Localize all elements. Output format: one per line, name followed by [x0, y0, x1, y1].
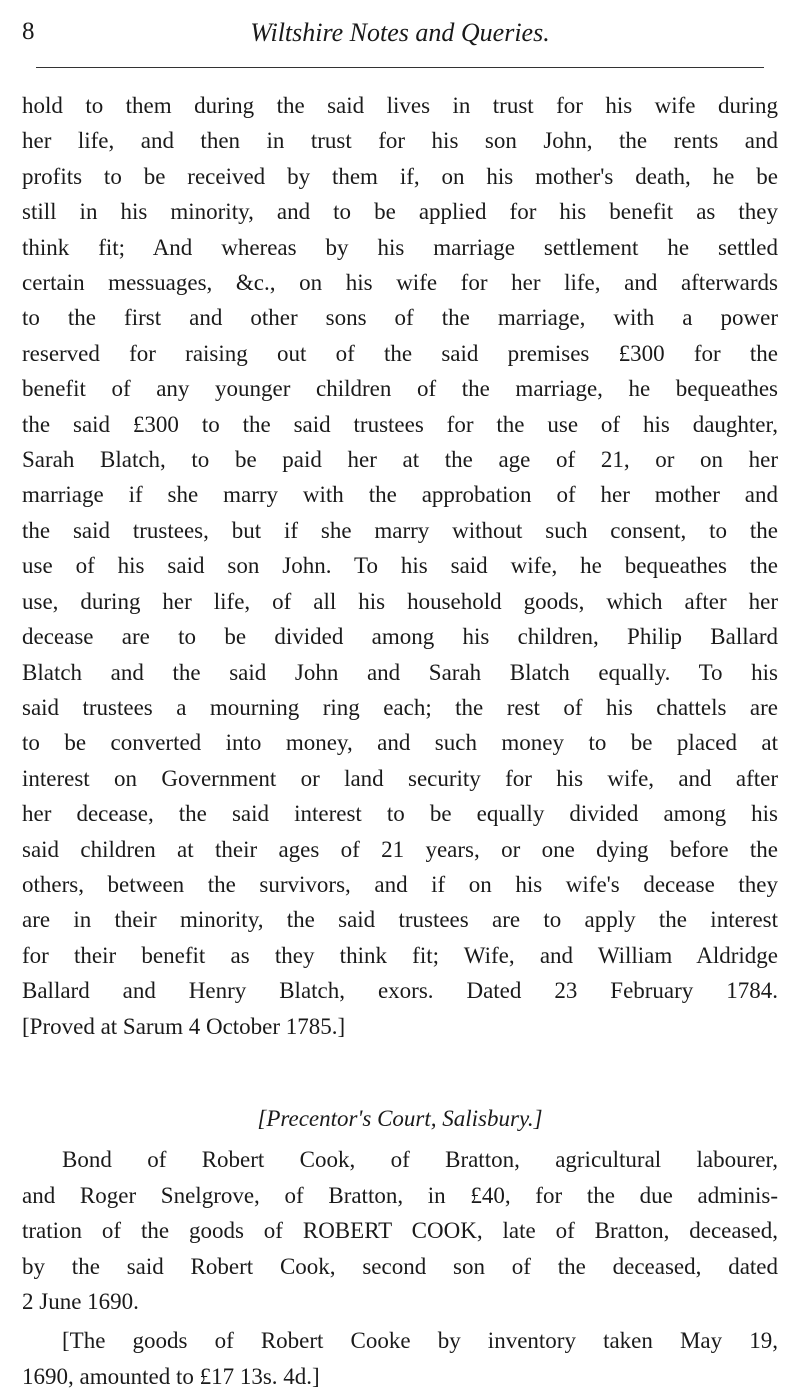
page-header	[22, 14, 778, 54]
inventory-paragraph	[22, 1323, 778, 1394]
text-line: [The goods of Robert Cooke by inventory taken May 19,	[62, 1328, 778, 1354]
text-line: her decease, the said interest to be equally divided among his	[22, 801, 778, 827]
text-line: the said trustees, but if she marry without such consent, to the	[22, 517, 778, 543]
text-line: Ballard and Henry Blatch, exors. Dated 23 February 1784.	[22, 978, 778, 1004]
text-line: hold to them during the said lives in trust for his wife during	[22, 93, 778, 118]
text-line: by the said Robert Cook, second son of the deceased, dated	[22, 1253, 778, 1279]
text-line: benefit of any younger children of the marriage, he bequeathes	[22, 376, 778, 402]
section-heading: [Precentor's Court, Salisbury.]	[257, 1105, 543, 1131]
text-line: 1690, amounted to £17 13s. 4d.]	[22, 1363, 320, 1389]
text-line: decease are to be divided among his children, Philip Ballard	[22, 624, 778, 650]
running-title: Wiltshire Notes and Queries.	[250, 18, 550, 47]
header-rule	[36, 67, 764, 68]
text-line: to the first and other sons of the marriage, with a power	[22, 305, 778, 331]
text-line: Sarah Blatch, to be paid her at the age of 21, or on her	[22, 447, 778, 473]
text-line: use, during her life, of all his household goods, which after her	[22, 588, 778, 614]
text-line: for their benefit as they think fit; Wife, and William Aldridge	[22, 942, 778, 968]
page-body	[22, 88, 778, 1394]
text-line: profits to be received by them if, on his mother's death, he be	[22, 163, 778, 189]
text-line: think fit; And whereas by his marriage settlement he settled	[22, 234, 778, 260]
text-line: the said £300 to the said trustees for the use of his daughter,	[22, 411, 778, 437]
text-line: certain messuages, &c., on his wife for her life, and afterwards	[22, 270, 778, 296]
text-line: others, between the survivors, and if on his wife's decease they	[22, 871, 778, 897]
page-number: 8	[22, 18, 35, 45]
text-line: are in their minority, the said trustees are to apply the interest	[22, 907, 778, 933]
text-line: Bond of Robert Cook, of Bratton, agricultural labourer,	[62, 1147, 778, 1173]
bond-paragraph	[22, 1142, 778, 1319]
will-paragraph	[22, 88, 778, 1044]
text-line: said children at their ages of 21 years, or one dying before the	[22, 836, 778, 862]
text-line: use of his said son John. To his said wife, he bequeathes the	[22, 553, 778, 579]
text-line: to be converted into money, and such money to be placed at	[22, 730, 778, 756]
text-line: 2 June 1690.	[22, 1289, 139, 1314]
text-line: [Proved at Sarum 4 October 1785.]	[22, 1013, 346, 1039]
text-line: still in his minority, and to be applied for his benefit as they	[22, 199, 778, 225]
text-line: Blatch and the said John and Sarah Blatch equally. To his	[22, 659, 778, 685]
text-line: reserved for raising out of the said premises £300 for the	[22, 340, 778, 366]
text-line: tration of the goods of ROBERT COOK, late of Bratton, deceased,	[22, 1218, 778, 1244]
text-line: her life, and then in trust for his son John, the rents and	[22, 128, 778, 154]
text-line: marriage if she marry with the approbation of her mother and	[22, 482, 778, 508]
text-line: and Roger Snelgrove, of Bratton, in £40, for the due adminis-	[22, 1182, 778, 1208]
text-line: said trustees a mourning ring each; the rest of his chattels are	[22, 694, 778, 720]
text-line: interest on Government or land security for his wife, and after	[22, 765, 778, 791]
